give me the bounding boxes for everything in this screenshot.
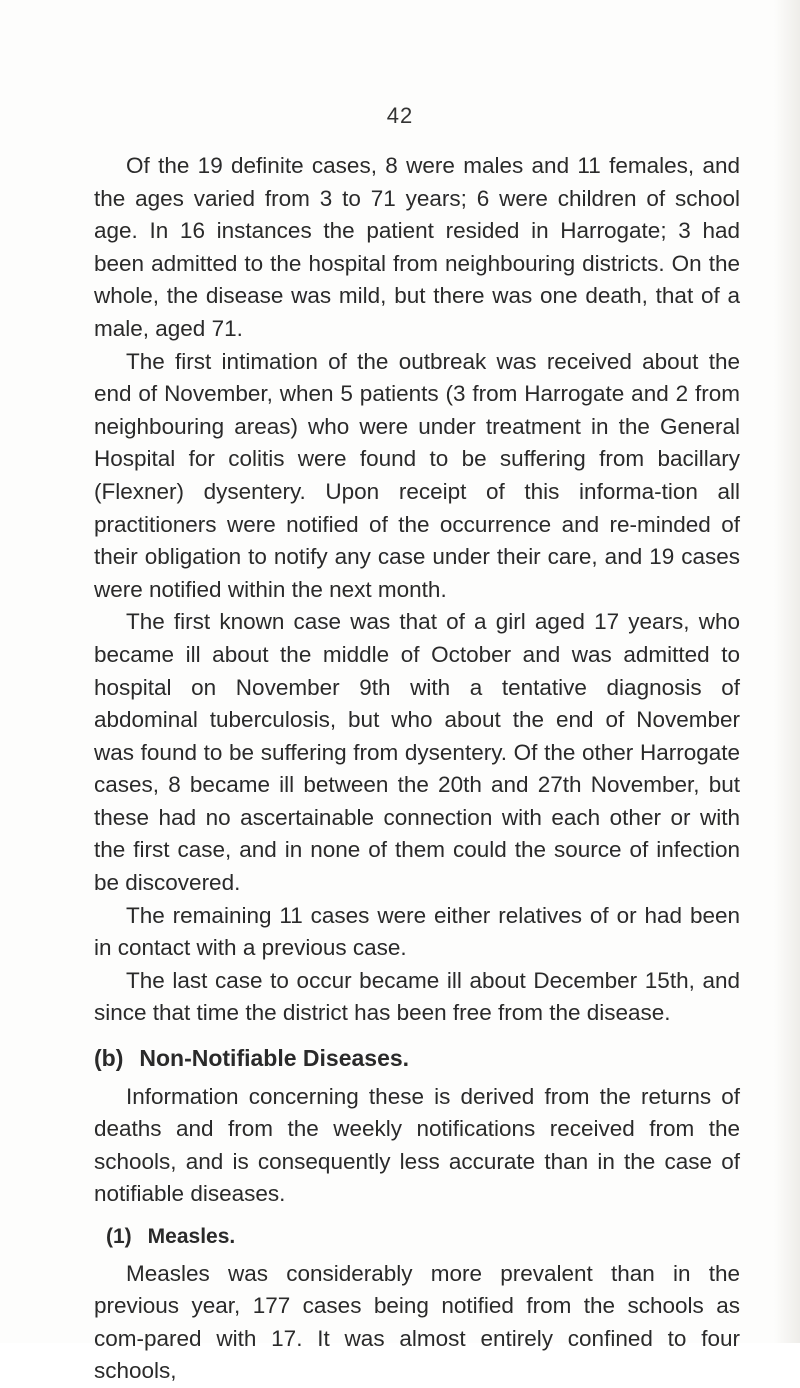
section-heading-non-notifiable (94, 1042, 740, 1075)
subsection-title: Measles. (147, 1225, 236, 1248)
paragraph-measles: Measles was considerably more prevalent than in the previous year, 177 cases being notified from the schools as com-pared with 17. It was almost entirely confined to four schools, (94, 1260, 740, 1384)
subsection-heading-measles (106, 1221, 740, 1254)
paragraph-remaining-cases: The remaining 11 cases were either relatives of or had been in contact with a previous case. (94, 902, 740, 961)
page-edge-shadow (774, 0, 800, 1343)
subsection-marker: (1) (106, 1225, 132, 1248)
paragraph-non-notifiable-info: Information concerning these is derived from the returns of deaths and from the weekly notifications received from the schools, and is consequently less accurate than in the case of notifiable diseases. (94, 1083, 740, 1207)
paragraph-first-intimation: The first intimation of the outbreak was received about the end of November, when 5 patients (3 from Harrogate and 2 from neighbouring areas) who were under treatment in the General Hospital for colitis were found to be suffering from bacillary (Flexner) dysentery. Upon receipt of this informa-tion all practitioners were notified of the occurrence and re-minded of their obligation to notify any case under their care, and 19 cases were notified within the next month. (94, 348, 740, 602)
paragraph-cases-summary: Of the 19 definite cases, 8 were males and 11 females, and the ages varied from 3 to 71 years; 6 were children of school age. In 16 instances the patient resided in Harrogate; 3 had been admitted to the hospital from neighbouring districts. On the whole, the disease was mild, but there was one death, that of a male, aged 71. (94, 153, 740, 341)
paragraph-first-known-case: The first known case was that of a girl aged 17 years, who became ill about the middle of October and was admitted to hospital on November 9th with a tentative diagnosis of abdominal tuberculosis, but who about the end of November was found to be suffering from dysentery. Of the other Harrogate cases, 8 became ill between the 20th and 27th November, but these had no ascertainable connection with each other or with the first case, and in none of them could the source of infection be discovered. (94, 609, 740, 896)
section-title: Non-Notifiable Diseases. (139, 1045, 410, 1072)
paragraph-last-case: The last case to occur became ill about December 15th, and since that time the district has been free from the disease. (94, 967, 740, 1026)
body-text (94, 150, 740, 1388)
section-marker: (b) (94, 1045, 124, 1072)
page-number: 42 (386, 103, 414, 128)
